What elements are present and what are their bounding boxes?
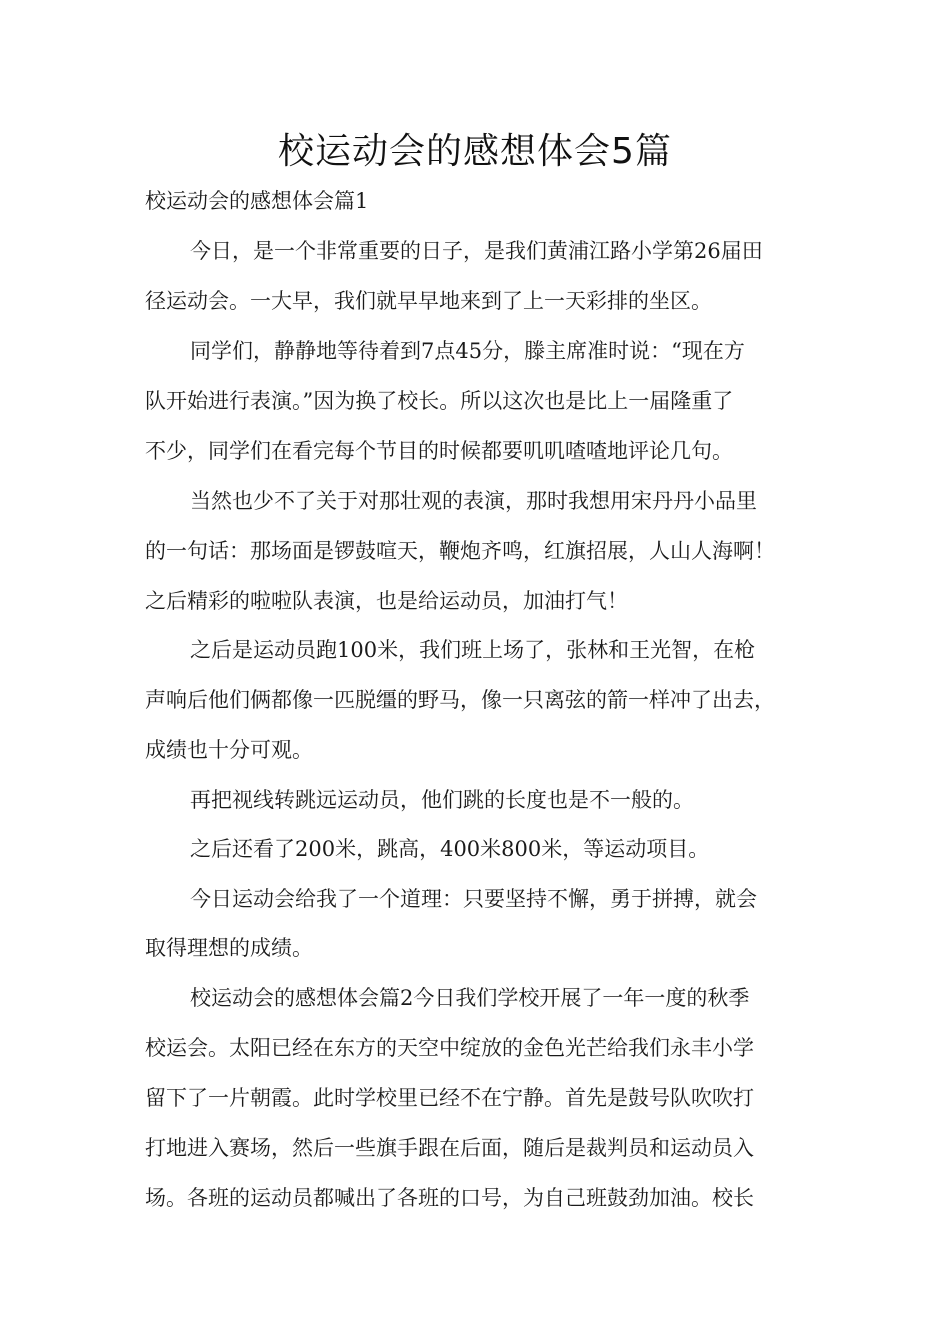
text-line: 留下了一片朝霞。此时学校里已经不在宁静。首先是鼓号队吹吹打 [145, 1086, 754, 1110]
text-line: 打地进入赛场，然后一些旗手跟在后面，随后是裁判员和运动员入 [145, 1136, 754, 1160]
text-line: 同学们，静静地等待着到7点45分，滕主席准时说：“现在方 [190, 339, 745, 363]
text-line: 径运动会。一大早，我们就早早地来到了上一天彩排的坐区。 [145, 289, 712, 313]
text-line: 声响后他们俩都像一匹脱缰的野马，像一只离弦的箭一样冲了出去， [145, 688, 775, 712]
text-line: 校运会。太阳已经在东方的天空中绽放的金色光芒给我们永丰小学 [145, 1036, 754, 1060]
text-line: 之后是运动员跑100米，我们班上场了，张林和王光智，在枪 [190, 638, 756, 662]
document-title: 校运动会的感想体会5篇 [278, 131, 672, 172]
text-line: 取得理想的成绩。 [145, 936, 313, 960]
text-line: 的一句话：那场面是锣鼓喧天，鞭炮齐鸣，红旗招展，人山人海啊！ [145, 539, 775, 563]
text-line: 不少，同学们在看完每个节目的时候都要叽叽喳喳地评论几句。 [145, 439, 733, 463]
text-line: 今日运动会给我了一个道理：只要坚持不懈，勇于拼搏，就会 [190, 887, 757, 911]
text-line: 场。各班的运动员都喊出了各班的口号，为自己班鼓劲加油。校长 [145, 1186, 754, 1210]
text-line: 之后还看了200米，跳高，400米800米，等运动项目。 [190, 837, 710, 861]
text-line: 队开始进行表演。”因为换了校长。所以这次也是比上一届隆重了 [145, 389, 734, 413]
text-line: 之后精彩的啦啦队表演，也是给运动员，加油打气！ [145, 589, 628, 613]
text-line: 今日，是一个非常重要的日子，是我们黄浦江路小学第26届田 [190, 239, 763, 263]
section-heading: 校运动会的感想体会篇1 [145, 189, 369, 213]
text-line: 再把视线转跳远运动员，他们跳的长度也是不一般的。 [190, 788, 694, 812]
text-line: 成绩也十分可观。 [145, 738, 313, 762]
text-line: 当然也少不了关于对那壮观的表演，那时我想用宋丹丹小品里 [190, 489, 757, 513]
text-line: 校运动会的感想体会篇2今日我们学校开展了一年一度的秋季 [190, 986, 750, 1010]
